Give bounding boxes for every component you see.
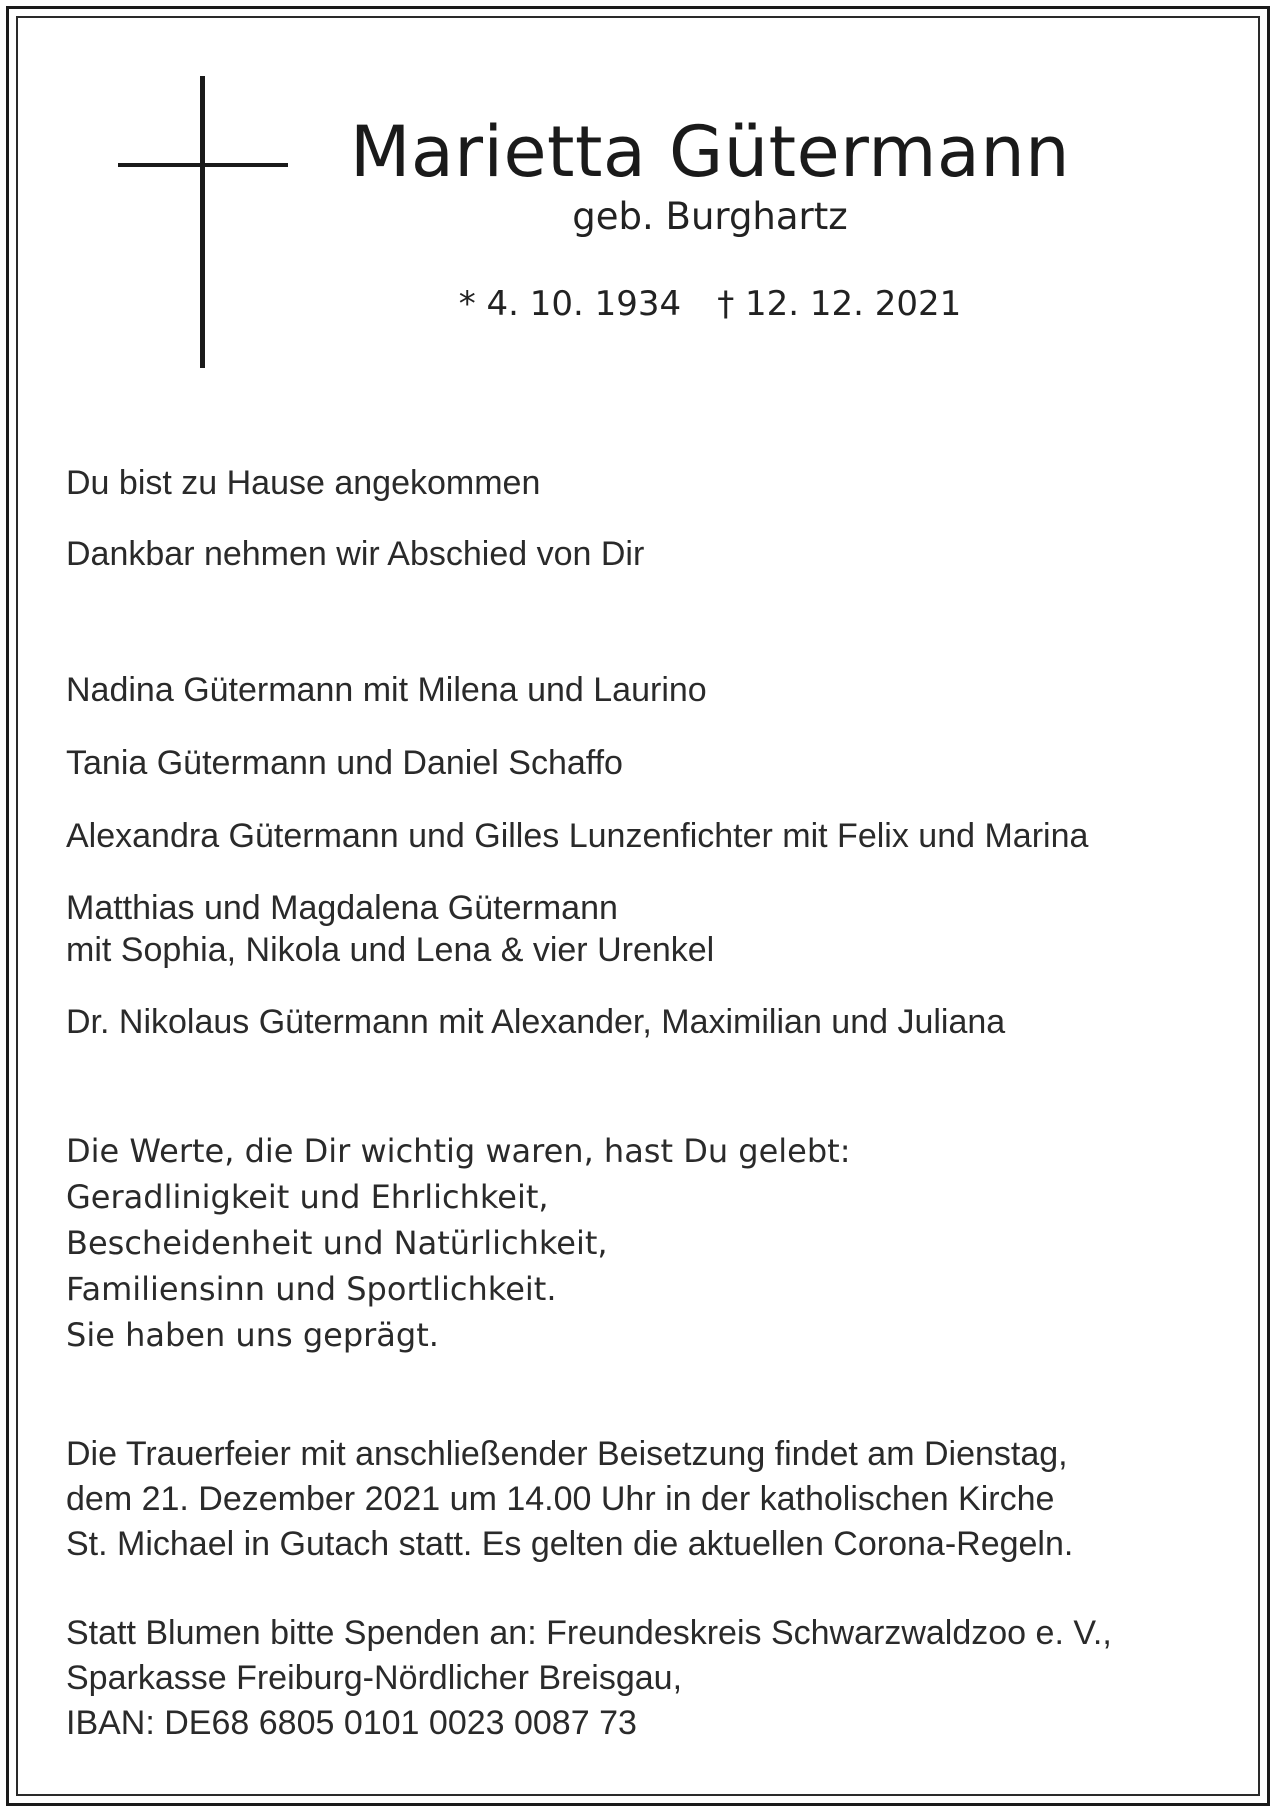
intro-line-1: Du bist zu Hause angekommen <box>66 464 541 502</box>
donation-notice <box>66 1611 1246 1746</box>
values-poem <box>66 1128 1246 1358</box>
poem-line: Die Werte, die Dir wichtig waren, hast Du gelebt: <box>66 1132 851 1170</box>
family-line: Tania Gütermann und Daniel Schaffo <box>66 744 623 782</box>
life-dates <box>300 282 1120 326</box>
poem-line: Sie haben uns geprägt. <box>66 1316 439 1354</box>
birth-date: * 4. 10. 1934 <box>458 284 682 324</box>
funeral-line: dem 21. Dezember 2021 um 14.00 Uhr in der katholischen Kirche <box>66 1480 1055 1518</box>
death-date: † 12. 12. 2021 <box>717 284 962 324</box>
donation-line: Statt Blumen bitte Spenden an: Freundeskreis Schwarzwaldzoo e. V., <box>66 1614 1112 1652</box>
funeral-line: Die Trauerfeier mit anschließender Beisetzung findet am Dienstag, <box>66 1435 1068 1473</box>
cross-icon <box>118 76 290 368</box>
family-line: mit Sophia, Nikola und Lena & vier Urenkel <box>66 931 715 969</box>
donation-line: IBAN: DE68 6805 0101 0023 0087 73 <box>66 1704 637 1742</box>
maiden-name: geb. Burghartz <box>572 195 848 238</box>
family-line: Alexandra Gütermann und Gilles Lunzenfichter mit Felix und Marina <box>66 817 1089 855</box>
family-line: Matthias und Magdalena Gütermann <box>66 889 618 927</box>
cross-vertical-bar <box>200 76 205 368</box>
deceased-name: Marietta Gütermann <box>349 111 1071 193</box>
poem-line: Familiensinn und Sportlichkeit. <box>66 1270 557 1308</box>
funeral-notice <box>66 1432 1246 1567</box>
family-line: Dr. Nikolaus Gütermann mit Alexander, Maximilian und Juliana <box>66 1003 1006 1041</box>
cross-horizontal-bar <box>118 163 288 167</box>
intro-line-2: Dankbar nehmen wir Abschied von Dir <box>66 535 645 573</box>
poem-line: Geradlinigkeit und Ehrlichkeit, <box>66 1178 549 1216</box>
family-line: Nadina Gütermann mit Milena und Laurino <box>66 671 707 709</box>
poem-line: Bescheidenheit und Natürlichkeit, <box>66 1224 608 1262</box>
funeral-line: St. Michael in Gutach statt. Es gelten die aktuellen Corona-Regeln. <box>66 1525 1074 1563</box>
donation-line: Sparkasse Freiburg-Nördlicher Breisgau, <box>66 1659 683 1697</box>
